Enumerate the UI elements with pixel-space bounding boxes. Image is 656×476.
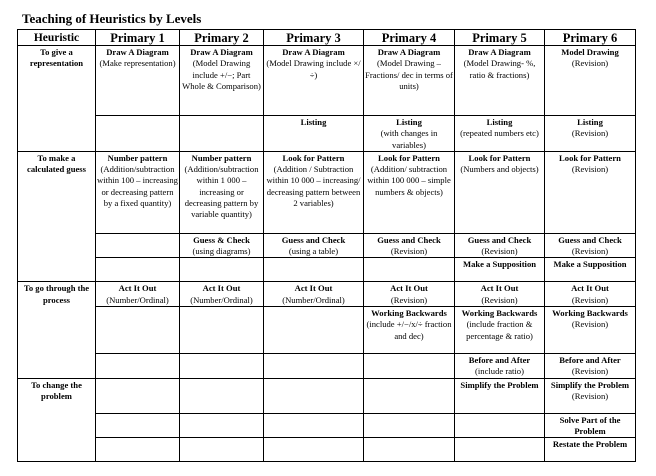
strategy-name: Listing xyxy=(396,117,422,127)
strategy-name: Draw A Diagram xyxy=(106,47,169,57)
table-cell xyxy=(364,438,455,462)
table-cell xyxy=(545,151,636,233)
strategy-name: Before and After xyxy=(559,355,621,366)
table-cell xyxy=(180,151,264,233)
table-cell xyxy=(364,307,455,354)
table-cell xyxy=(96,378,180,413)
strategy-name: Draw A Diagram xyxy=(377,47,441,57)
table-row xyxy=(18,354,636,379)
table-row xyxy=(18,413,636,438)
strategy-note: (include +/−/x/÷ fraction and dec) xyxy=(366,319,452,341)
strategy-note: (Revision) xyxy=(571,366,609,377)
table-cell xyxy=(264,151,364,233)
strategy-note: (Model Drawing- %, ratio & fractions) xyxy=(463,58,536,80)
strategy-name: Act It Out xyxy=(480,283,519,294)
strategy-name: To change the problem xyxy=(31,379,82,401)
strategy-note: (with changes in variables) xyxy=(380,128,438,150)
heuristic-cell xyxy=(18,46,96,152)
strategy-note: (Model Drawing – Fractions/ dec in terms of units) xyxy=(365,58,453,91)
strategy-name: Draw A Diagram xyxy=(468,47,531,57)
strategy-note: (Model Drawing include +/−; Part Whole & Comparison) xyxy=(182,58,261,91)
column-header-primary-3: Primary 3 xyxy=(264,30,364,46)
table-cell xyxy=(180,258,264,282)
strategy-note: (include fraction & percentage & ratio) xyxy=(466,319,533,341)
table-cell xyxy=(455,151,545,233)
table-cell xyxy=(264,46,364,116)
table-cell xyxy=(96,258,180,282)
table-cell xyxy=(96,233,180,258)
table-cell xyxy=(364,46,455,116)
table-cell xyxy=(455,46,545,116)
strategy-note: (Model Drawing include ×/÷) xyxy=(266,58,361,80)
table-cell xyxy=(455,413,545,438)
column-header-heuristic: Heuristic xyxy=(18,30,96,46)
heuristic-cell xyxy=(18,151,96,282)
table-row xyxy=(18,116,636,152)
table-cell xyxy=(180,116,264,152)
table-cell xyxy=(455,307,545,354)
table-cell xyxy=(455,258,545,282)
strategy-name: Solve Part of the Problem xyxy=(559,414,621,436)
table-cell xyxy=(264,233,364,258)
header-row xyxy=(18,30,636,46)
strategy-name: Look for Pattern xyxy=(468,152,531,163)
table-cell xyxy=(96,46,180,116)
table-cell xyxy=(545,413,636,438)
strategy-name: Listing xyxy=(486,117,513,127)
strategy-name: Look for Pattern xyxy=(378,152,440,163)
strategy-note: (Addition/ subtraction within 100 000 – simple numbers & objects) xyxy=(367,164,451,197)
table-cell xyxy=(545,116,636,152)
table-cell xyxy=(364,354,455,379)
table-cell xyxy=(455,233,545,258)
strategy-name: Act It Out xyxy=(294,283,333,294)
strategy-name: Look for Pattern xyxy=(559,152,621,163)
table-cell xyxy=(180,438,264,462)
strategy-name: To go through the process xyxy=(23,283,90,305)
table-cell xyxy=(364,233,455,258)
table-cell xyxy=(180,378,264,413)
table-cell xyxy=(264,258,364,282)
strategy-note: (Revision) xyxy=(571,390,609,401)
strategy-name: Guess and Check xyxy=(558,234,622,245)
heuristic-cell xyxy=(18,378,96,462)
table-cell xyxy=(364,151,455,233)
strategy-name: To give a representation xyxy=(29,47,84,69)
strategy-note: (Revision) xyxy=(571,246,609,257)
strategy-name: Restate the Problem xyxy=(552,439,628,450)
table-cell xyxy=(180,354,264,379)
table-cell xyxy=(264,282,364,307)
page-title: Teaching of Heuristics by Levels xyxy=(22,11,202,26)
table-cell xyxy=(455,378,545,413)
table-cell xyxy=(545,258,636,282)
strategy-name: Working Backwards xyxy=(552,308,628,319)
table-cell xyxy=(364,116,455,152)
strategy-name: Guess and Check xyxy=(377,234,441,245)
strategy-note: (Addition/subtraction within 1 000 – increasing or decreasing pattern by variable quantity) xyxy=(184,164,259,220)
strategy-note: (Revision) xyxy=(571,58,609,69)
column-header-primary-1: Primary 1 xyxy=(96,30,180,46)
strategy-note: (using diagrams) xyxy=(192,246,251,257)
table-row xyxy=(18,258,636,282)
strategy-name: Guess & Check xyxy=(193,234,250,245)
table-cell xyxy=(364,282,455,307)
strategy-note: (Revision) xyxy=(481,294,518,305)
table-row xyxy=(18,438,636,462)
column-header-primary-2: Primary 2 xyxy=(180,30,264,46)
strategy-note: (Revision) xyxy=(571,319,609,330)
table-cell xyxy=(96,116,180,152)
strategy-note: (Numbers and objects) xyxy=(460,164,539,175)
strategy-name: Number pattern xyxy=(191,152,252,163)
table-cell xyxy=(364,378,455,413)
table-row xyxy=(18,233,636,258)
table-row xyxy=(18,282,636,307)
strategy-name: Act It Out xyxy=(571,283,609,294)
column-header-primary-6: Primary 6 xyxy=(545,30,636,46)
table-cell xyxy=(545,282,636,307)
strategy-name: Make a Supposition xyxy=(553,259,627,270)
table-cell xyxy=(455,282,545,307)
table-cell xyxy=(455,354,545,379)
strategy-name: Number pattern xyxy=(107,152,168,163)
table-cell xyxy=(545,307,636,354)
table-cell xyxy=(264,378,364,413)
table-cell xyxy=(545,378,636,413)
strategy-name: Draw A Diagram xyxy=(282,47,345,57)
strategy-name: Guess and Check xyxy=(281,234,346,245)
strategy-note: (Revision) xyxy=(571,164,609,175)
table-cell xyxy=(96,307,180,354)
table-cell xyxy=(96,282,180,307)
table-cell xyxy=(455,438,545,462)
strategy-note: (Addition/subtraction within 100 – increasing or decreasing pattern by a fixed quantity) xyxy=(97,164,178,209)
strategy-name: Before and After xyxy=(468,355,531,366)
strategy-name: Draw A Diagram xyxy=(190,47,253,57)
table-row xyxy=(18,378,636,413)
strategy-name: Working Backwards xyxy=(461,308,538,319)
strategy-note: (Make representation) xyxy=(99,58,176,69)
table-row xyxy=(18,151,636,233)
table-cell xyxy=(364,413,455,438)
strategy-note: (Revision) xyxy=(571,128,609,139)
table-cell xyxy=(264,116,364,152)
table-cell xyxy=(364,258,455,282)
table-cell xyxy=(96,151,180,233)
strategy-note: (Revision) xyxy=(390,246,428,257)
strategy-name: Simplify the Problem xyxy=(460,379,539,390)
column-header-primary-4: Primary 4 xyxy=(364,30,455,46)
strategy-note: (using a table) xyxy=(288,246,339,257)
table-cell xyxy=(264,307,364,354)
strategy-name: Act It Out xyxy=(202,283,241,294)
strategy-name: Make a Supposition xyxy=(462,259,537,270)
strategy-note: (Revision) xyxy=(481,246,518,257)
strategy-name: Act It Out xyxy=(390,283,428,294)
table-cell xyxy=(180,46,264,116)
table-cell xyxy=(180,413,264,438)
table-cell xyxy=(545,233,636,258)
strategy-note: (include ratio) xyxy=(475,366,524,377)
table-cell xyxy=(96,438,180,462)
strategy-name: Guess and Check xyxy=(467,234,532,245)
heuristic-cell xyxy=(18,282,96,378)
column-header-primary-5: Primary 5 xyxy=(455,30,545,46)
table-cell xyxy=(180,233,264,258)
table-cell xyxy=(96,354,180,379)
strategy-name: Act It Out xyxy=(118,283,157,294)
strategy-name: Look for Pattern xyxy=(282,152,345,163)
table-cell xyxy=(545,46,636,116)
strategy-name: Listing xyxy=(300,117,327,127)
strategy-note: (Number/Ordinal) xyxy=(190,294,253,305)
strategy-note: (Addition / Subtraction within 10 000 – increasing/ decreasing pattern between 2 variables) xyxy=(266,164,361,209)
table-cell xyxy=(264,438,364,462)
strategy-note: (Revision) xyxy=(390,294,428,305)
strategy-name: Simplify the Problem xyxy=(550,379,630,390)
strategy-name: To make a calculated guess xyxy=(27,152,86,175)
table-body xyxy=(18,46,636,462)
table-cell xyxy=(180,282,264,307)
table-cell xyxy=(264,354,364,379)
strategy-name: Working Backwards xyxy=(371,308,447,319)
strategy-note: (Revision) xyxy=(571,294,609,305)
table-cell xyxy=(180,307,264,354)
table-cell xyxy=(545,354,636,379)
table-cell xyxy=(96,413,180,438)
heuristics-table xyxy=(17,29,636,462)
strategy-note: (Number/Ordinal) xyxy=(106,294,169,305)
table-cell xyxy=(264,413,364,438)
strategy-name: Model Drawing xyxy=(561,47,619,57)
strategy-note: (Number/Ordinal) xyxy=(282,294,345,305)
strategy-note: (repeated numbers etc) xyxy=(460,128,539,139)
table-cell xyxy=(545,438,636,462)
strategy-name: Listing xyxy=(577,117,603,127)
table-row xyxy=(18,307,636,354)
table-cell xyxy=(455,116,545,152)
table-row xyxy=(18,46,636,116)
